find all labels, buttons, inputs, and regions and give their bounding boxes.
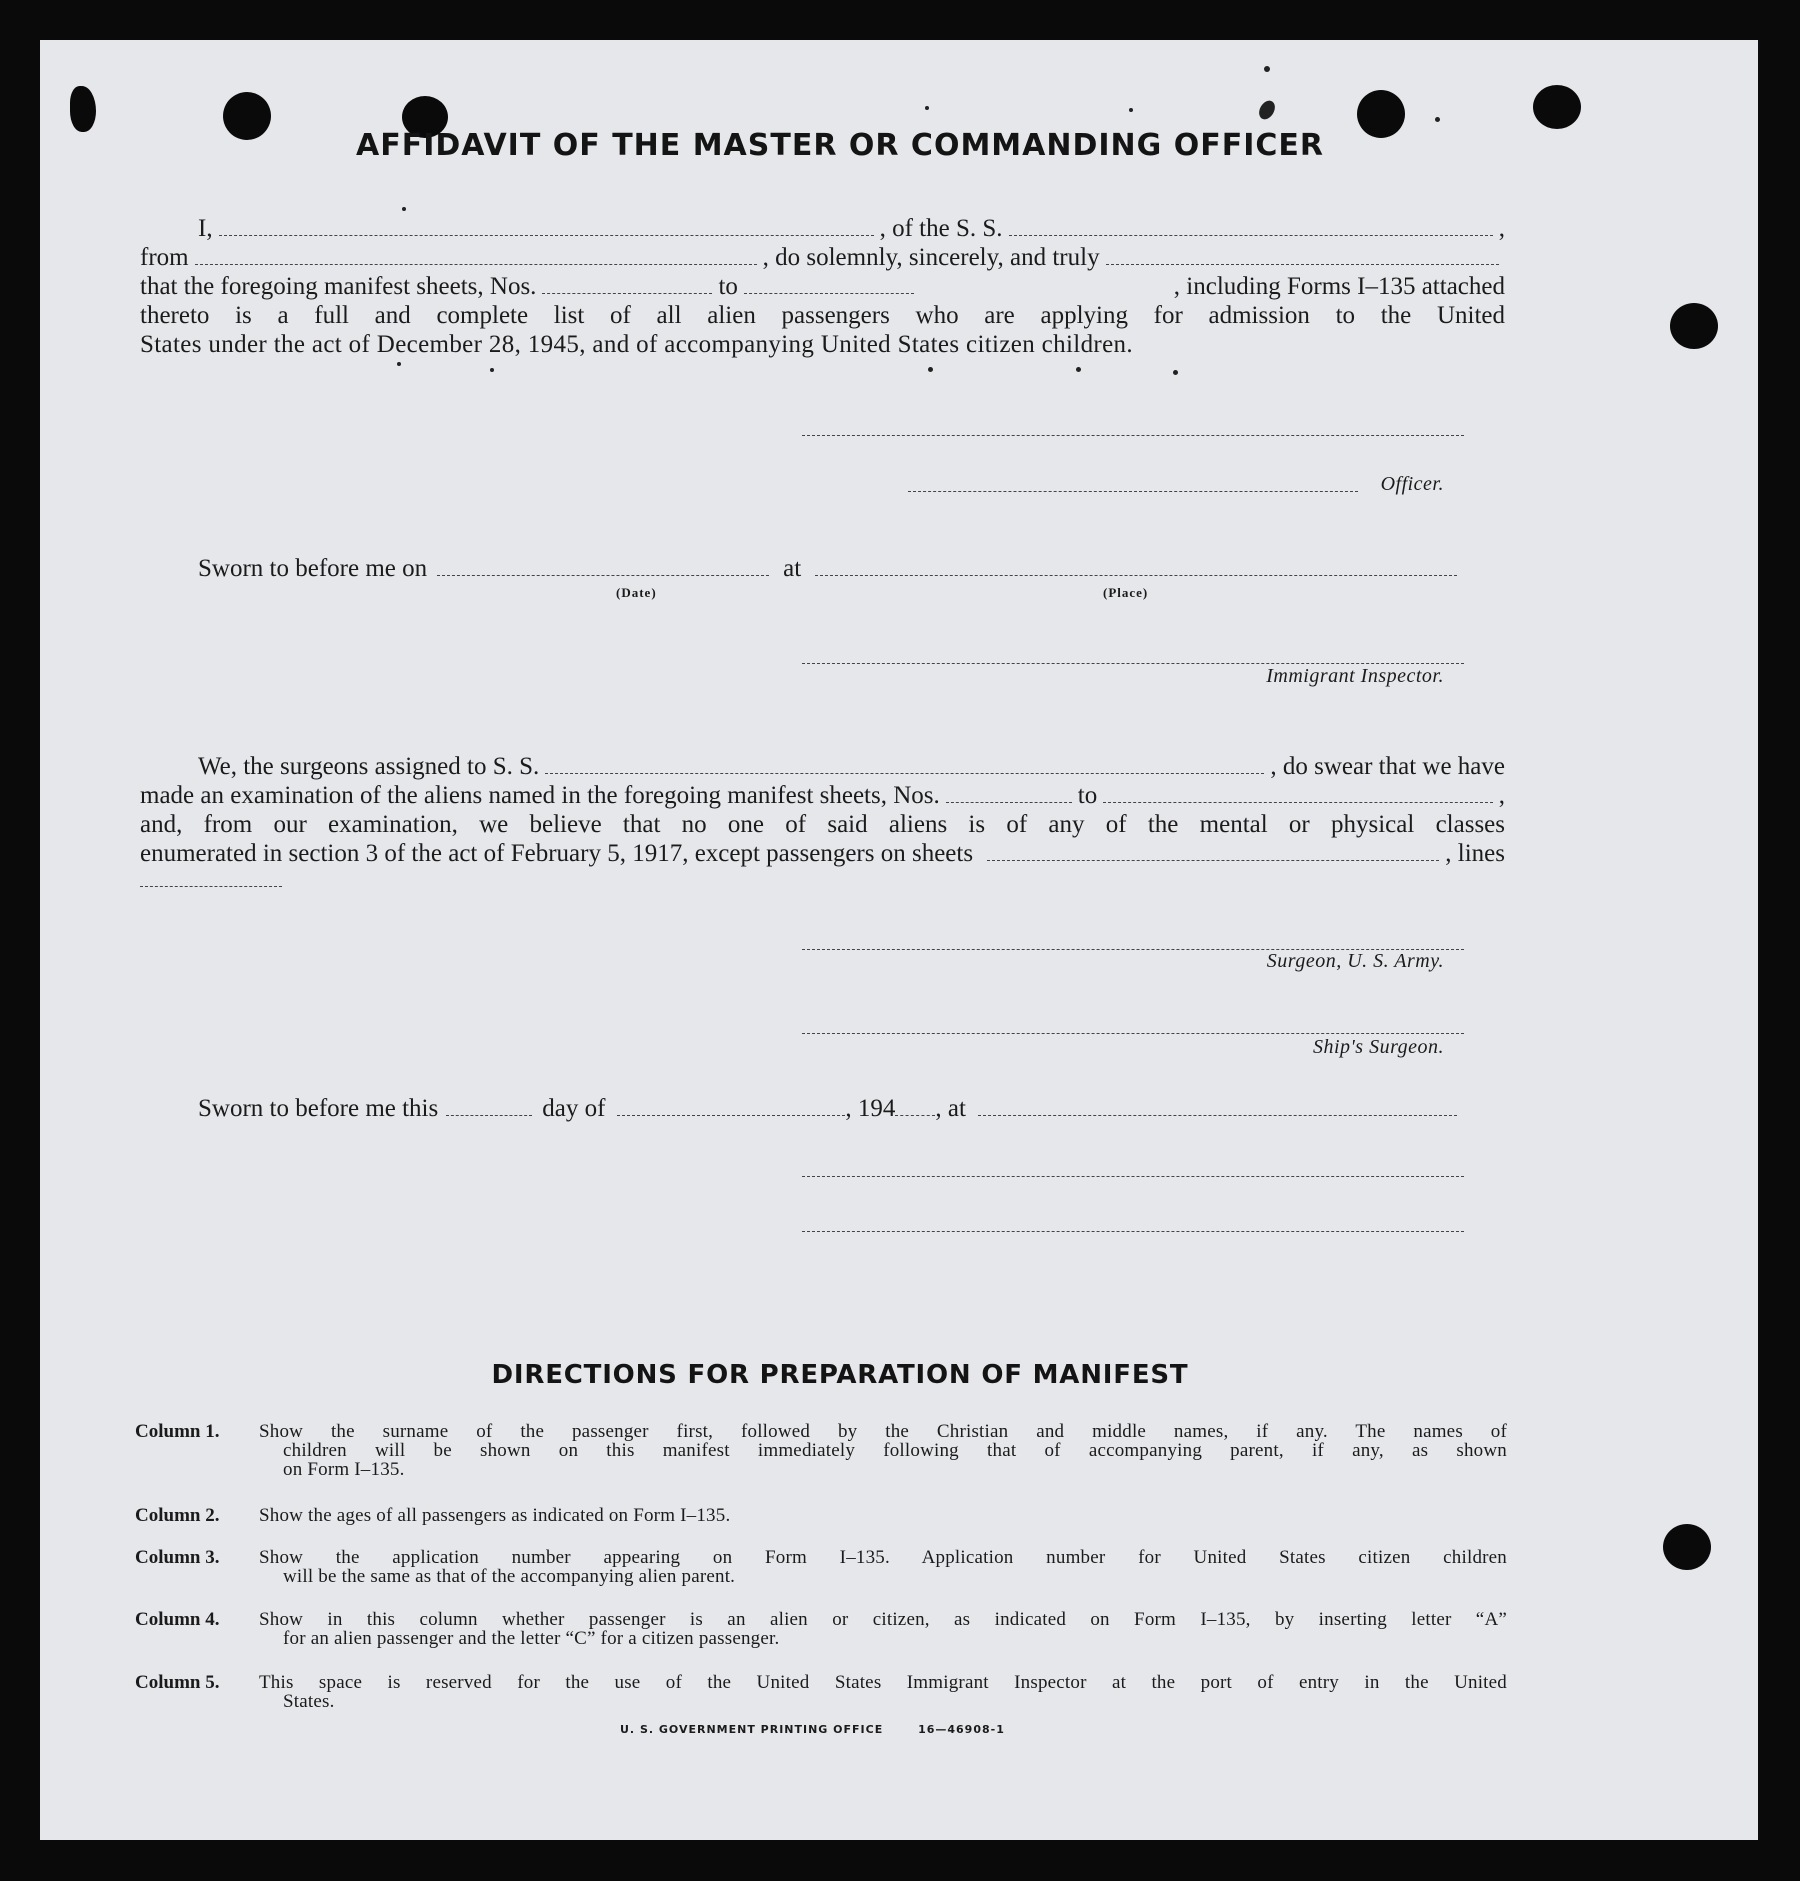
page-title: AFFIDAVIT OF THE MASTER OR COMMANDING OFFICER — [356, 128, 1324, 163]
direction-column-1 — [135, 1422, 1507, 1479]
officer-label: Officer. — [1380, 473, 1444, 495]
ship-name-field[interactable] — [1009, 217, 1493, 236]
signature-line-a[interactable] — [802, 1175, 1464, 1177]
day-of-text: day of — [542, 1095, 606, 1122]
to-text: to — [718, 273, 738, 300]
including-text: , including Forms I–135 attached — [1173, 273, 1505, 300]
made-exam-text: made an examination of the aliens named in the foregoing manifest sheets, Nos. — [140, 782, 940, 809]
column-label: Column 5. — [135, 1672, 220, 1693]
column-label: Column 3. — [135, 1547, 220, 1568]
master-affidavit — [140, 214, 1505, 359]
ships-surgeon-label: Ship's Surgeon. — [1312, 1036, 1444, 1058]
signature-line-b[interactable] — [802, 1230, 1464, 1232]
immigrant-inspector-signature-line[interactable] — [802, 662, 1464, 664]
of-ss-text: , of the S. S. — [879, 215, 1003, 242]
do-swear-text: , do swear that we have — [1270, 753, 1505, 780]
speck — [928, 367, 933, 372]
document-page — [40, 40, 1758, 1840]
sworn-month-field[interactable] — [617, 1097, 845, 1116]
enumerated-text: enumerated in section 3 of the act of February 5, 1917, except passengers on sheets — [140, 840, 974, 867]
speck — [402, 207, 406, 211]
direction-text: This space is reserved for the use of the United States Immigrant Inspector at the port of entry in the United — [259, 1672, 1507, 1693]
column-label: Column 1. — [135, 1421, 220, 1442]
punch-hole — [1663, 1524, 1711, 1570]
at-text-2: , at — [935, 1095, 966, 1122]
surgeons-line-4 — [140, 839, 1505, 868]
speck — [1173, 370, 1178, 375]
sworn-place-field-2[interactable] — [978, 1097, 1457, 1116]
master-signature-line[interactable] — [802, 434, 1464, 436]
direction-text: will be the same as that of the accompanying alien parent. — [283, 1566, 736, 1587]
speck — [1264, 66, 1270, 72]
direction-column-2 — [135, 1506, 1507, 1525]
date-label: (Date) — [616, 585, 657, 600]
direction-text: Show the ages of all passengers as indicated on Form I–135. — [259, 1505, 731, 1526]
column-label: Column 2. — [135, 1505, 220, 1526]
surgeons-line-1 — [140, 752, 1505, 781]
surgeons-line-3: and, from our examination, we believe that no one of said aliens is of any of the mental or physical classes — [140, 811, 1505, 838]
affidavit-line-4: thereto is a full and complete list of all alien passengers who are applying for admission to the United — [140, 302, 1505, 329]
sworn-line-2 — [198, 1095, 1463, 1123]
sworn-line-1 — [198, 555, 1463, 583]
printing-office-text: U. S. GOVERNMENT PRINTING OFFICE — [620, 1723, 884, 1736]
exam-sheets-to-field[interactable] — [1103, 784, 1493, 803]
master-name-field[interactable] — [219, 217, 874, 236]
ships-surgeon-signature-line[interactable] — [802, 1032, 1464, 1034]
affidavit-line-3 — [140, 272, 1505, 301]
army-surgeon-label: Surgeon, U. S. Army. — [1266, 950, 1444, 972]
speck — [1256, 98, 1278, 122]
surgeons-line-2 — [140, 781, 1505, 810]
punch-hole — [1670, 303, 1718, 349]
sheets-to-field[interactable] — [744, 275, 914, 294]
from-text: from — [140, 244, 189, 271]
we-surgeons-text: We, the surgeons assigned to S. S. — [198, 753, 540, 780]
sworn-on-text: Sworn to before me on — [198, 555, 428, 582]
direction-column-3 — [135, 1548, 1507, 1586]
do-solemnly-text: , do solemnly, sincerely, and truly — [762, 244, 1100, 271]
surgeons-affidavit — [140, 752, 1505, 897]
immigrant-inspector-label: Immigrant Inspector. — [1266, 665, 1444, 687]
column-label: Column 4. — [135, 1609, 220, 1630]
direction-text: children will be shown on this manifest immediately following that of accompanying parent, if any, as shown — [283, 1440, 1507, 1461]
sworn-day-field[interactable] — [446, 1097, 532, 1116]
direction-column-5 — [135, 1673, 1507, 1711]
sheets-from-field[interactable] — [542, 275, 712, 294]
except-sheets-field[interactable] — [987, 842, 1439, 861]
speck — [1076, 367, 1081, 372]
direction-text: Show in this column whether passenger is an alien or citizen, as indicated on Form I–135, by inserting letter “A” — [259, 1609, 1507, 1630]
printing-office-footer — [620, 1723, 1005, 1736]
punch-hole — [1533, 85, 1581, 129]
comma-text-2: , — [1498, 782, 1505, 809]
affidavit-line-2 — [140, 243, 1505, 272]
direction-text: States. — [283, 1691, 335, 1712]
exam-sheets-from-field[interactable] — [946, 784, 1072, 803]
oath-field[interactable] — [1106, 246, 1499, 265]
sworn-at-text: at — [783, 555, 802, 582]
except-lines-field[interactable] — [140, 868, 282, 887]
sworn-year-field[interactable] — [895, 1097, 935, 1116]
port-from-field[interactable] — [195, 246, 757, 265]
sworn-place-field[interactable] — [815, 557, 1457, 576]
form-code-text: 16—46908-1 — [918, 1723, 1005, 1736]
i-text: I, — [198, 215, 213, 242]
sworn-date-field[interactable] — [437, 557, 769, 576]
lines-text: , lines — [1445, 840, 1505, 867]
direction-column-4 — [135, 1610, 1507, 1648]
direction-text: for an alien passenger and the letter “C” for a citizen passenger. — [283, 1628, 780, 1649]
direction-text: on Form I–135. — [283, 1459, 405, 1480]
place-label: (Place) — [1103, 585, 1149, 600]
direction-text: Show the application number appearing on Form I–135. Application number for United States citizen children — [259, 1547, 1507, 1568]
direction-text: Show the surname of the passenger first, followed by the Christian and middle names, if any. The names of — [259, 1421, 1507, 1442]
to-text-2: to — [1077, 782, 1098, 809]
surgeons-ship-field[interactable] — [545, 755, 1264, 774]
surgeons-line-5 — [140, 868, 1505, 897]
speck — [925, 106, 929, 110]
comma-text: , — [1498, 215, 1505, 242]
year-text: , 194 — [845, 1095, 896, 1122]
speck — [490, 368, 494, 372]
sworn-this-text: Sworn to before me this — [198, 1095, 439, 1122]
foregoing-text: that the foregoing manifest sheets, Nos. — [140, 273, 537, 300]
affidavit-line-1 — [140, 214, 1505, 243]
speck — [1129, 108, 1133, 112]
torn-corner — [70, 86, 96, 132]
affidavit-line-5: States under the act of December 28, 1945, and of accompanying United States citizen children. — [140, 331, 1133, 358]
speck — [397, 362, 401, 366]
directions-title: DIRECTIONS FOR PREPARATION OF MANIFEST — [491, 1360, 1189, 1390]
speck — [1435, 117, 1440, 122]
